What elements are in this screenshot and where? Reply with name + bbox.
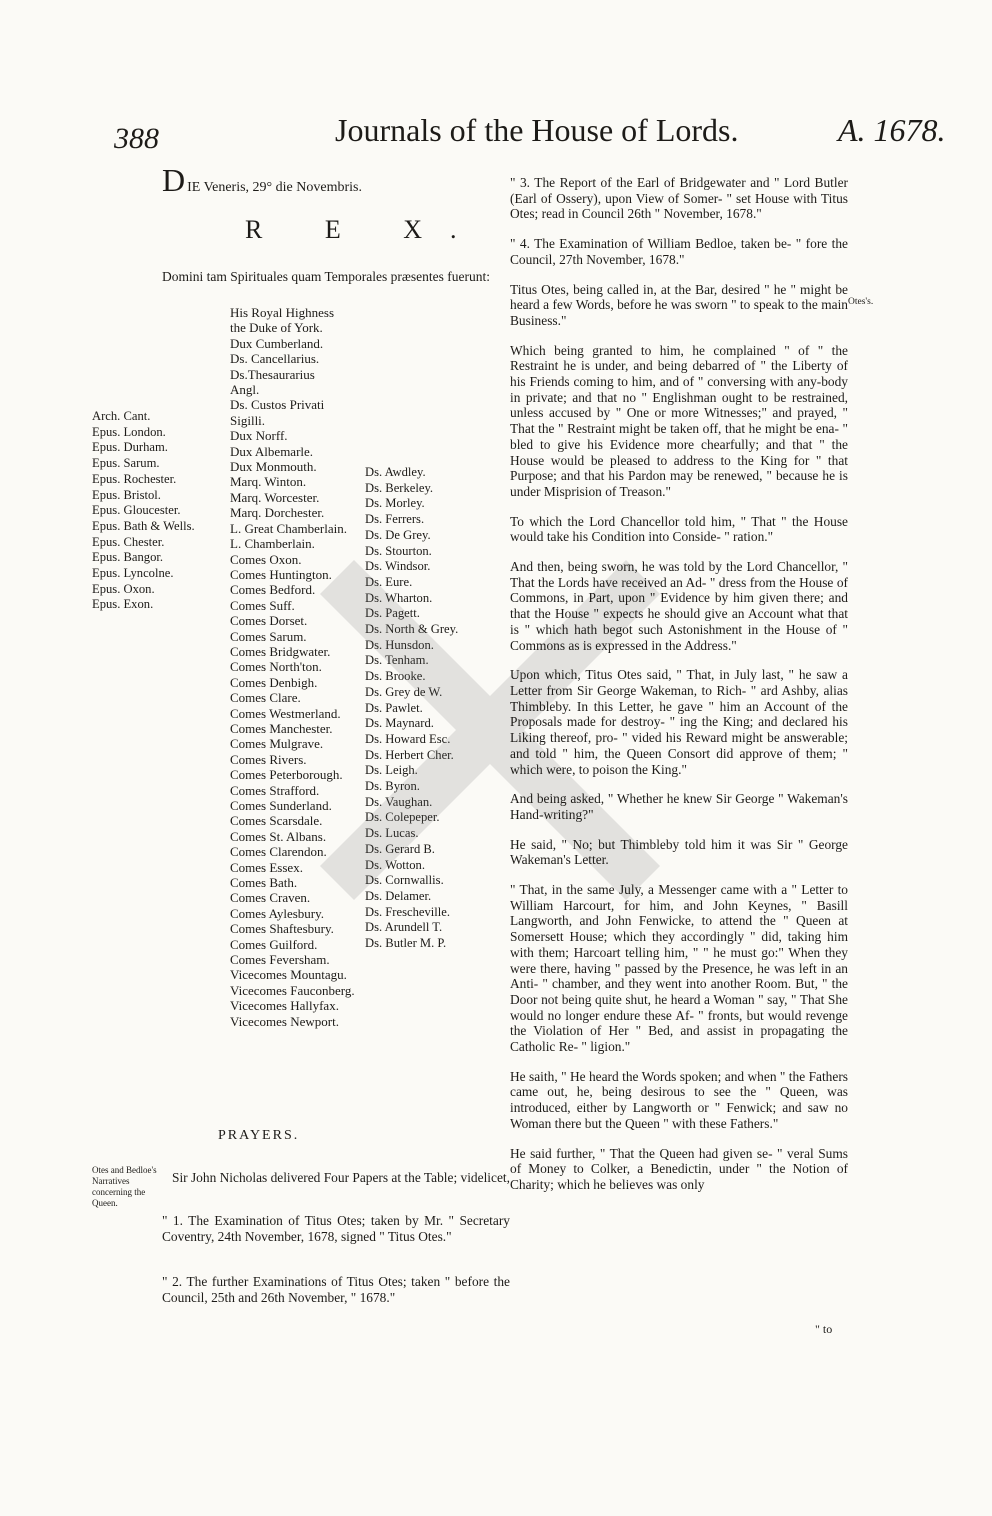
bishop-name: Epus. Lyncolne. — [92, 566, 174, 581]
baron-name: Ds. Howard Esc. — [365, 731, 451, 746]
lord-name: Comes North'ton. — [230, 659, 322, 675]
baron-name: Ds. Pawlet. — [365, 700, 423, 715]
lord-name: L. Great Chamberlain. — [230, 520, 347, 536]
baron-name: Ds. North & Grey. — [365, 622, 459, 637]
lord-name: Comes Clarendon. — [230, 844, 327, 860]
lord-name: the Duke of York. — [230, 320, 323, 336]
lord-name: Ds. Custos Privati — [230, 397, 325, 413]
lord-name: Comes Peterborough. — [230, 767, 343, 783]
baron-name: Ds. Stourton. — [365, 543, 432, 558]
lord-name: Ds.Thesaurarius — [230, 366, 315, 382]
baron-name: Ds. Gerard B. — [365, 841, 435, 856]
lord-name: Vicecomes Newport. — [230, 1013, 339, 1029]
lord-name: Comes Essex. — [230, 859, 303, 875]
domini-line: Domini tam Spirituales quam Temporales præsentes fuerunt: — [162, 269, 490, 284]
lord-name: Dux Cumberland. — [230, 335, 324, 351]
lord-name: Dux Albemarle. — [230, 443, 314, 459]
drop-cap: D — [162, 162, 186, 198]
paragraph: " 2. The further Examinations of Titus Otes; taken " before the Council, 25th and 26th November, " 1678." — [162, 1274, 510, 1305]
baron-name: Ds. De Grey. — [365, 527, 431, 542]
baron-name: Ds. Ferrers. — [365, 512, 425, 527]
baron-name: Ds. Grey de W. — [365, 684, 443, 699]
lord-name: Comes Dorset. — [230, 613, 308, 629]
lord-name: Comes Bridgwater. — [230, 643, 331, 659]
bishop-name: Epus. Bristol. — [92, 487, 161, 502]
lord-name: Dux Monmouth. — [230, 459, 317, 475]
margin-note: Otes and Bedloe's Narratives concerning the Queen. — [92, 1165, 157, 1208]
bishop-name: Epus. Durham. — [92, 440, 168, 455]
baron-name: Ds. Delamer. — [365, 888, 432, 903]
paragraph: To which the Lord Chancellor told him, " That " the House would take his Condition into Conside- " ration." — [510, 513, 848, 545]
bishops-column — [92, 409, 195, 613]
baron-name: Ds. Berkeley. — [365, 480, 434, 495]
paragraph: " 4. The Examination of William Bedloe, taken be- " fore the Council, 27th November, 1678." — [510, 236, 848, 267]
catchword: " to — [815, 1322, 833, 1336]
baron-name: Ds. Leigh. — [365, 763, 418, 778]
paragraph: " 3. The Report of the Earl of Bridgewater and " Lord Butler (Earl of Ossery), upon View of Somer- " set House with Titus Otes; read in Council 26th " November, 1678." — [510, 175, 848, 222]
baron-name: Ds. Herbert Cher. — [365, 747, 454, 762]
lord-name: Sigilli. — [230, 412, 266, 428]
lord-name: Comes Craven. — [230, 890, 311, 906]
bishop-name: Epus. Bath & Wells. — [92, 518, 195, 533]
paragraph: And being asked, " Whether he knew Sir George " Wakeman's Hand-writing?" — [510, 791, 848, 822]
lord-name: Comes Bedford. — [230, 582, 316, 598]
baron-name: Ds. Brooke. — [365, 669, 426, 684]
page-title: Journals of the House of Lords. — [335, 112, 739, 148]
bishop-name: Epus. London. — [92, 424, 166, 439]
baron-name: Ds. Wharton. — [365, 590, 433, 605]
lord-name: Comes Strafford. — [230, 782, 320, 798]
lord-name: Vicecomes Mountagu. — [230, 967, 347, 983]
baron-name: Ds. Frescheville. — [365, 904, 450, 919]
prayers-heading: PRAYERS. — [218, 1128, 300, 1143]
lord-name: Comes Sarum. — [230, 628, 307, 644]
baron-name: Ds. Vaughan. — [365, 794, 433, 809]
bishop-name: Epus. Bangor. — [92, 550, 164, 565]
lord-name: L. Chamberlain. — [230, 536, 315, 552]
page-number: 388 — [114, 122, 159, 155]
lord-name: Marq. Dorchester. — [230, 505, 325, 521]
lord-name: Comes Shaftesbury. — [230, 921, 334, 937]
lord-name: Comes Oxon. — [230, 551, 302, 567]
bishop-name: Epus. Exon. — [92, 597, 154, 612]
date-text: IE Veneris, 29° die Novembris. — [187, 180, 362, 195]
lord-name: Ds. Cancellarius. — [230, 351, 320, 367]
baron-name: Ds. Windsor. — [365, 559, 431, 574]
paragraph: Sir John Nicholas delivered Four Papers at the Table; videlicet, — [172, 1170, 510, 1185]
paragraph: And then, being sworn, he was told by the Lord Chancellor, " That the Lords have received an Ad- " dress from the House of Commons, in Part, upon " Evidence by him given there; and that the House " expects he should give an Account what that is " which hath begot such Astonishment in the House of " Commons as is expressed in the Address." — [510, 559, 848, 653]
lord-name: Marq. Worcester. — [230, 489, 320, 505]
lord-name: Comes Feversham. — [230, 952, 330, 968]
lord-name: Comes St. Albans. — [230, 828, 327, 844]
side-note: Otes's. — [848, 297, 874, 307]
lord-name: Comes Sunderland. — [230, 798, 332, 813]
lord-name: Comes Mulgrave. — [230, 736, 324, 752]
baron-name: Ds. Wotton. — [365, 857, 425, 872]
lord-name: Comes Westmerland. — [230, 705, 341, 721]
baron-name: Ds. Cornwallis. — [365, 873, 444, 888]
right-column — [510, 175, 848, 1207]
baron-name: Ds. Colepeper. — [365, 810, 440, 825]
baron-name: Ds. Byron. — [365, 779, 420, 794]
bishop-name: Epus. Chester. — [92, 534, 165, 549]
bishop-name: Arch. Cant. — [92, 409, 151, 423]
bishop-name: Epus. Sarum. — [92, 456, 160, 471]
lord-name: His Royal Highness — [230, 305, 334, 320]
lords-column-main — [230, 305, 365, 1029]
baron-name: Ds. Arundell T. — [365, 920, 443, 935]
rex-heading: R E X. — [245, 215, 485, 244]
baron-name: Ds. Butler M. P. — [365, 936, 447, 951]
lord-name: Comes Aylesbury. — [230, 905, 325, 921]
year-header: A. 1678. — [838, 112, 946, 148]
paragraph: Upon which, Titus Otes said, " That, in July last, " he saw a Letter from Sir George Wakeman, to Rich- " ard Ashby, alias Thimbleby. In this Letter, he gave " him an Account of the Proposals made for destroy- " ing the King; and declared his Liking thereof, pro- " vided his Reward might be answerable; and told " him, the Queen Consort did approve of them; " which were, to poison the King." — [510, 667, 848, 777]
bishop-name: Epus. Oxon. — [92, 581, 155, 596]
lord-name: Angl. — [230, 382, 260, 398]
lord-name: Vicecomes Hallyfax. — [230, 998, 339, 1014]
lord-name: Vicecomes Fauconberg. — [230, 982, 355, 998]
lord-name: Comes Manchester. — [230, 720, 333, 736]
lord-name: Comes Scarsdale. — [230, 813, 323, 829]
date-line — [162, 162, 362, 198]
baron-name: Ds. Morley. — [365, 496, 425, 511]
lord-name: Comes Huntington. — [230, 566, 332, 582]
baron-name: Ds. Hunsdon. — [365, 637, 434, 652]
baron-name: Ds. Maynard. — [365, 716, 434, 731]
paragraph: He saith, " He heard the Words spoken; and when " the Fathers came out, he, being desirous to see the " Queen, was introduced, either by Langworth or " Fenwick; and saw no Woman there but the Queen " with these Fathers." — [510, 1068, 848, 1131]
baron-name: Ds. Awdley. — [365, 465, 426, 479]
barons-column — [365, 465, 458, 952]
lord-name: Comes Rivers. — [230, 751, 307, 767]
paragraph: " 1. The Examination of Titus Otes; taken by Mr. " Secretary Coventry, 24th November, 1678, signed " Titus Otes." — [162, 1213, 510, 1244]
lord-name: Dux Norff. — [230, 428, 288, 444]
lord-name: Marq. Winton. — [230, 474, 307, 490]
baron-name: Ds. Pagett. — [365, 606, 420, 621]
lord-name: Comes Bath. — [230, 875, 298, 891]
lord-name: Comes Suff. — [230, 597, 295, 613]
paragraph: Titus Otes, being called in, at the Bar, desired " he " might be heard a few Words, before he was sworn " to speak to the main Business." — [510, 281, 848, 328]
baron-name: Ds. Tenham. — [365, 653, 429, 668]
bishop-name: Epus. Rochester. — [92, 471, 177, 486]
lord-name: Comes Denbigh. — [230, 674, 318, 690]
paragraph: He said further, " That the Queen had given se- " veral Sums of Money to Colker, a Benedictin, under " the Notion of Charity; which he believes was only — [510, 1145, 848, 1192]
bishop-name: Epus. Gloucester. — [92, 503, 181, 518]
lord-name: Comes Clare. — [230, 690, 301, 706]
paragraph: " That, in the same July, a Messenger came with a " Letter to William Harcourt, for him, and John Keynes, " Basill Langworth, and John Fenwicke, to attend the " Queen at Somersett House; which they accordingly " did, taking him with them; Harcoart telling him, " " he must go:" When they were there, having " passed by the Presence, he was left in an Anti- " chamber, and they went into another Room. But, " the Door not being quite shut, he heard a Woman " say, " That She would no longer endure these Af- " fronts, but would revenge the Violation of Her " Bed, and assist in propagating the Catholic Re- " ligion." — [510, 882, 848, 1055]
paragraph: Which being granted to him, he complained " of " the Restraint he is under, and being debarred of " the Liberty of his Friends coming to him, and of " conversing with any-body in private; and that no " Englishman ought to be restrained, unless accused by " One or more Witnesses;" and prayed, " That the " Restraint might be taken off, that he might be ena- " bled to give his Evidence more chearfully; and that " the House would be pleased to address to the King for " that Purpose; and that his Pardon may be renewed, " because he is under Misprision of Treason." — [510, 342, 848, 499]
lord-name: Comes Guilford. — [230, 936, 318, 952]
baron-name: Ds. Lucas. — [365, 826, 419, 841]
paragraph: He said, " No; but Thimbleby told him it was Sir " George Wakeman's Letter. — [510, 836, 848, 868]
baron-name: Ds. Eure. — [365, 574, 413, 589]
